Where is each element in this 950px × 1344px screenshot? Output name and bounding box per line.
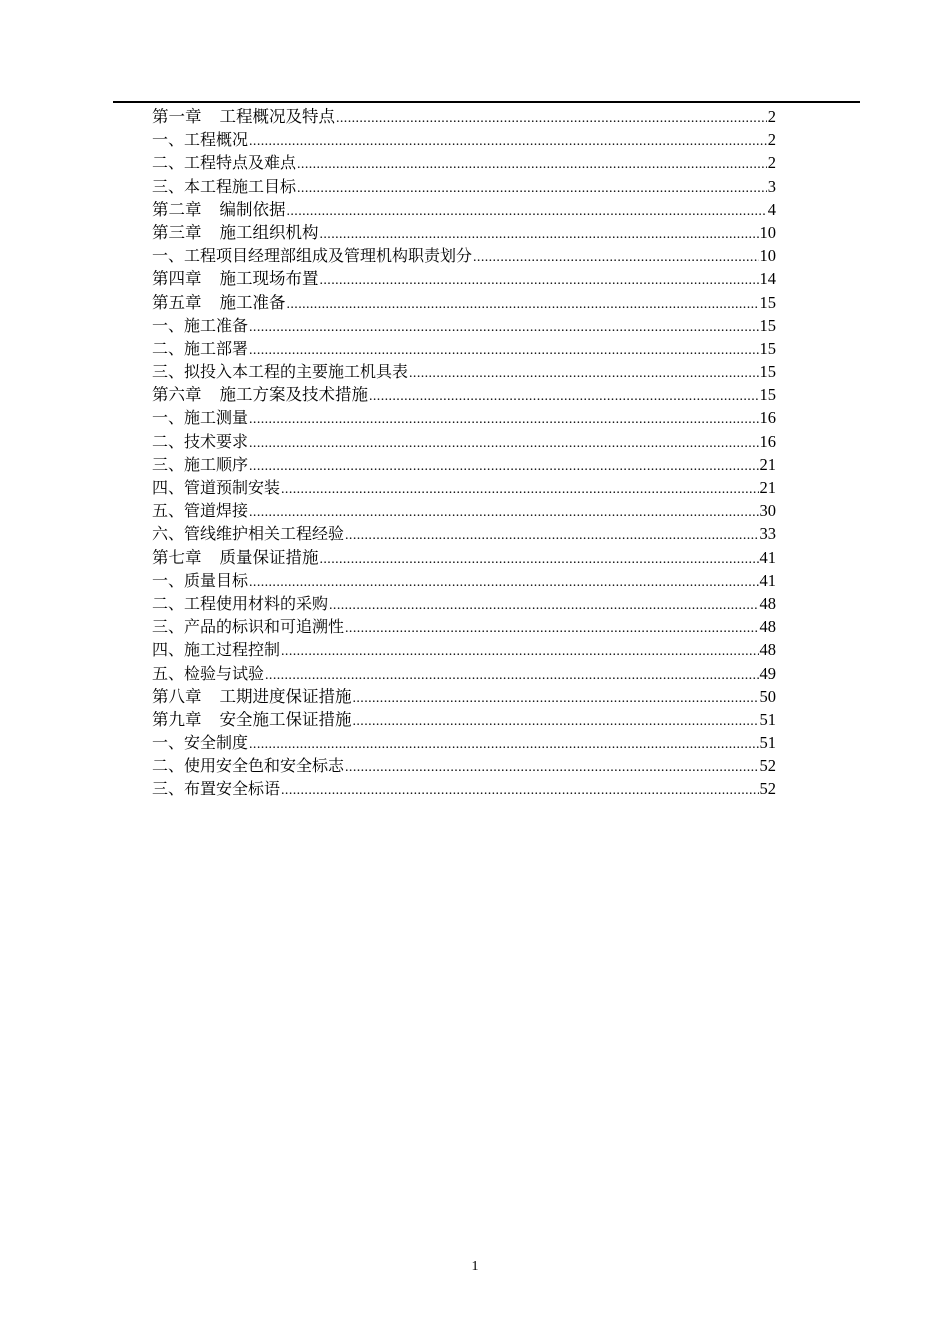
toc-entry-text: 施工方案及技术措施 [219, 385, 368, 405]
toc-entry-page: 33 [759, 524, 776, 544]
toc-entry-title [152, 383, 368, 406]
toc-entry-text: 拟投入本工程的主要施工机具表 [184, 362, 409, 382]
toc-entry-title [152, 151, 296, 174]
toc-entry-label: 四、 [152, 478, 185, 497]
toc-entry-label: 六、 [152, 524, 185, 544]
toc-section-entry[interactable] [152, 337, 776, 360]
toc-entry-label: 四、 [152, 640, 185, 660]
toc-entry-page: 41 [759, 570, 776, 590]
toc-chapter-entry[interactable] [152, 383, 776, 406]
toc-entry-page: 52 [759, 756, 776, 776]
toc-entry-title [152, 499, 248, 522]
toc-section-entry[interactable] [152, 244, 776, 267]
toc-entry-page: 48 [759, 593, 776, 613]
toc-entry-label: 一、 [152, 246, 185, 266]
toc-entry-title [152, 592, 328, 615]
toc-entry-page: 15 [759, 385, 776, 405]
toc-entry-page: 41 [759, 547, 776, 567]
toc-chapter-entry[interactable] [152, 685, 776, 708]
toc-entry-text: 施工组织机构 [219, 222, 319, 242]
toc-dot-leader [249, 501, 758, 522]
table-of-contents [152, 105, 776, 801]
toc-entry-text: 施工准备 [184, 315, 249, 335]
toc-dot-leader [297, 177, 767, 198]
toc-dot-leader [249, 316, 758, 337]
toc-chapter-entry[interactable] [152, 198, 776, 221]
toc-entry-text: 编制依据 [219, 199, 286, 219]
toc-dot-leader [369, 385, 759, 406]
toc-entry-text: 检验与试验 [184, 663, 265, 683]
toc-section-entry[interactable] [152, 522, 776, 545]
toc-dot-leader [249, 455, 758, 476]
toc-entry-page: 4 [767, 199, 776, 219]
toc-section-entry[interactable] [152, 754, 776, 777]
toc-entry-title [152, 198, 286, 221]
toc-entry-page: 48 [759, 617, 776, 637]
toc-section-entry[interactable] [152, 476, 776, 499]
toc-chapter-entry[interactable] [152, 267, 776, 290]
toc-entry-title [152, 105, 335, 128]
toc-entry-page: 52 [759, 779, 776, 799]
toc-dot-leader [345, 756, 758, 777]
toc-entry-title [152, 221, 319, 244]
toc-entry-title [152, 685, 352, 708]
toc-chapter-entry[interactable] [152, 221, 776, 244]
toc-dot-leader [281, 640, 758, 661]
toc-entry-page: 51 [759, 733, 776, 753]
toc-entry-title [152, 244, 472, 267]
toc-entry-text: 工程项目经理部组成及管理机构职责划分 [184, 246, 473, 266]
toc-entry-text: 管道焊接 [184, 501, 249, 521]
toc-entry-label: 三、 [152, 454, 185, 474]
toc-entry-text: 产品的标识和可追溯性 [184, 617, 345, 637]
toc-entry-title [152, 337, 248, 360]
toc-dot-leader [353, 710, 759, 731]
toc-section-entry[interactable] [152, 777, 776, 800]
toc-entry-title [152, 291, 286, 314]
toc-entry-text: 质量目标 [184, 570, 249, 590]
toc-chapter-entry[interactable] [152, 105, 776, 128]
toc-dot-leader [249, 571, 758, 592]
toc-section-entry[interactable] [152, 453, 776, 476]
toc-entry-title [152, 128, 248, 151]
toc-entry-label: 一、 [152, 315, 185, 335]
toc-dot-leader [353, 687, 759, 708]
toc-entry-text: 施工部署 [184, 338, 249, 358]
toc-entry-text: 管道预制安装 [184, 478, 281, 497]
toc-dot-leader [473, 246, 758, 267]
toc-entry-page: 10 [759, 246, 776, 266]
toc-entry-title [152, 569, 248, 592]
toc-entry-label: 二、 [152, 153, 185, 173]
toc-entry-title [152, 522, 344, 545]
toc-entry-label: 二、 [152, 756, 185, 776]
toc-entry-label: 三、 [152, 176, 185, 196]
toc-entry-page: 16 [759, 431, 776, 451]
toc-entry-text: 工程特点及难点 [184, 153, 297, 173]
toc-entry-text: 施工测量 [184, 408, 249, 428]
toc-dot-leader [287, 200, 767, 221]
toc-dot-leader [329, 594, 758, 615]
toc-dot-leader [249, 130, 767, 151]
toc-entry-label: 三、 [152, 617, 185, 637]
toc-entry-text: 布置安全标语 [184, 779, 281, 799]
toc-entry-label: 一、 [152, 408, 185, 428]
toc-entry-title [152, 175, 296, 198]
toc-entry-title [152, 476, 280, 499]
toc-entry-page: 2 [767, 153, 776, 173]
toc-entry-text: 工期进度保证措施 [219, 686, 352, 706]
toc-entry-page: 15 [759, 315, 776, 335]
toc-entry-label: 第七章 [152, 547, 202, 567]
toc-entry-text: 安全制度 [184, 733, 249, 753]
toc-entry-title [152, 546, 319, 569]
toc-section-entry[interactable] [152, 175, 776, 198]
toc-entry-label: 三、 [152, 779, 185, 799]
toc-entry-page: 21 [759, 478, 776, 497]
toc-entry-text: 施工准备 [219, 292, 286, 312]
toc-dot-leader [336, 107, 767, 128]
toc-entry-page: 15 [759, 338, 776, 358]
toc-dot-leader [297, 153, 767, 174]
toc-entry-label: 三、 [152, 362, 185, 382]
toc-entry-title [152, 638, 280, 661]
toc-dot-leader [409, 362, 758, 383]
toc-entry-title [152, 430, 248, 453]
toc-dot-leader [249, 733, 758, 754]
toc-entry-text: 施工顺序 [184, 454, 249, 474]
toc-dot-leader [320, 269, 759, 290]
toc-entry-label: 五、 [152, 501, 185, 521]
toc-entry-label: 第三章 [152, 222, 202, 242]
toc-section-entry[interactable] [152, 406, 776, 429]
toc-dot-leader [345, 617, 758, 638]
toc-entry-page: 50 [759, 686, 776, 706]
toc-entry-text: 工程概况 [184, 130, 249, 150]
toc-chapter-entry[interactable] [152, 546, 776, 569]
toc-entry-title [152, 777, 280, 800]
toc-entry-label: 第九章 [152, 709, 202, 729]
toc-entry-label: 第二章 [152, 199, 202, 219]
toc-entry-page: 3 [767, 176, 776, 196]
toc-entry-label: 第八章 [152, 686, 202, 706]
toc-section-entry[interactable] [152, 499, 776, 522]
toc-section-entry[interactable] [152, 430, 776, 453]
toc-entry-text: 使用安全色和安全标志 [184, 756, 345, 776]
toc-entry-page: 2 [767, 107, 776, 126]
toc-dot-leader [265, 664, 758, 685]
toc-entry-label: 第六章 [152, 385, 202, 405]
toc-entry-page: 21 [759, 454, 776, 474]
toc-section-entry[interactable] [152, 128, 776, 151]
toc-entry-title [152, 731, 248, 754]
toc-entry-page: 14 [759, 269, 776, 289]
toc-dot-leader [287, 293, 759, 314]
toc-section-entry[interactable] [152, 360, 776, 383]
toc-section-entry[interactable] [152, 615, 776, 638]
toc-entry-page: 49 [759, 663, 776, 683]
toc-entry-label: 一、 [152, 733, 185, 753]
toc-entry-title [152, 754, 344, 777]
toc-chapter-entry[interactable] [152, 291, 776, 314]
toc-entry-title [152, 360, 408, 383]
toc-entry-page: 15 [759, 292, 776, 312]
toc-entry-page: 10 [759, 222, 776, 242]
toc-entry-page: 2 [767, 130, 776, 150]
toc-dot-leader [281, 779, 758, 800]
toc-entry-label: 一、 [152, 130, 185, 150]
toc-entry-page: 30 [759, 501, 776, 521]
toc-dot-leader [320, 223, 759, 244]
toc-entry-text: 工程概况及特点 [219, 107, 335, 126]
header-rule [113, 101, 860, 103]
toc-section-entry[interactable] [152, 314, 776, 337]
toc-dot-leader [249, 432, 758, 453]
toc-entry-title [152, 406, 248, 429]
toc-entry-text: 安全施工保证措施 [219, 709, 352, 729]
toc-dot-leader [320, 548, 759, 569]
toc-entry-text: 技术要求 [184, 431, 249, 451]
toc-section-entry[interactable] [152, 731, 776, 754]
toc-entry-label: 五、 [152, 663, 185, 683]
toc-entry-page: 16 [759, 408, 776, 428]
toc-entry-text: 施工现场布置 [219, 269, 319, 289]
toc-dot-leader [345, 524, 758, 545]
toc-entry-title [152, 453, 248, 476]
toc-entry-title [152, 267, 319, 290]
toc-section-entry[interactable] [152, 592, 776, 615]
toc-dot-leader [249, 408, 758, 429]
toc-entry-label: 一、 [152, 570, 185, 590]
toc-section-entry[interactable] [152, 151, 776, 174]
toc-entry-text: 施工过程控制 [184, 640, 281, 660]
toc-entry-label: 第五章 [152, 292, 202, 312]
toc-section-entry[interactable] [152, 638, 776, 661]
toc-section-entry[interactable] [152, 662, 776, 685]
toc-entry-text: 本工程施工目标 [184, 176, 297, 196]
toc-entry-label: 第四章 [152, 269, 202, 289]
toc-dot-leader [281, 478, 758, 499]
toc-entry-text: 管线维护相关工程经验 [184, 524, 345, 544]
toc-entry-title [152, 708, 352, 731]
toc-entry-text: 质量保证措施 [219, 547, 319, 567]
toc-entry-title [152, 615, 344, 638]
toc-dot-leader [249, 339, 758, 360]
page-number: 1 [471, 1259, 479, 1274]
toc-chapter-entry[interactable] [152, 708, 776, 731]
toc-entry-title [152, 314, 248, 337]
toc-entry-label: 二、 [152, 431, 185, 451]
toc-section-entry[interactable] [152, 569, 776, 592]
toc-entry-page: 15 [759, 362, 776, 382]
toc-entry-label: 二、 [152, 338, 185, 358]
toc-entry-text: 工程使用材料的采购 [184, 593, 329, 613]
toc-entry-page: 48 [759, 640, 776, 660]
toc-entry-label: 第一章 [152, 107, 202, 126]
toc-entry-title [152, 662, 264, 685]
toc-entry-page: 51 [759, 709, 776, 729]
toc-entry-label: 二、 [152, 593, 185, 613]
